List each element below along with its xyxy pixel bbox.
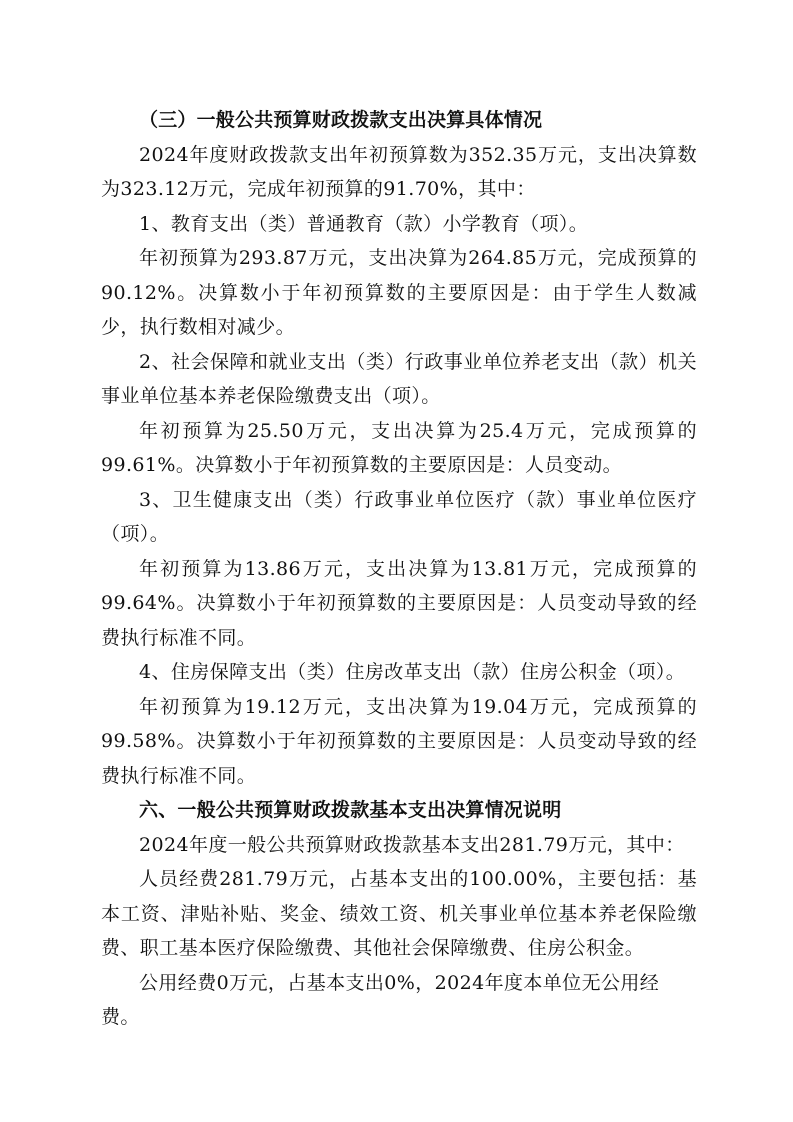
section-heading-basic-expenditure: 六、一般公共预算财政拨款基本支出决算情况说明 bbox=[139, 799, 562, 821]
section-heading-general-budget-details: （三）一般公共预算财政拨款支出决算具体情况 bbox=[139, 109, 543, 131]
item-4-title: 4、住房保障支出（类）住房改革支出（款）住房公积金（项）。 bbox=[139, 661, 686, 683]
item-3-title: 3、卫生健康支出（类）行政事业单位医疗（款）事业单位医疗（项）。 bbox=[101, 488, 697, 545]
item-1-detail: 年初预算为293.87万元，支出决算为264.85万元，完成预算的90.12%。决算数小于年初预算数的主要原因是：由于学生人数减少，执行数相对减少。 bbox=[101, 247, 697, 338]
section-intro-paragraph: 2024年度财政拨款支出年初预算数为352.35万元，支出决算数为323.12万元，完成年初预算的91.70%，其中： bbox=[101, 143, 697, 200]
public-expenses-paragraph: 公用经费0万元，占基本支出0%，2024年度本单位无公用经费。 bbox=[101, 971, 660, 1028]
personnel-expenses-paragraph: 人员经费281.79万元，占基本支出的100.00%，主要包括：基本工资、津贴补贴、奖金、绩效工资、机关事业单位基本养老保险缴费、职工基本医疗保险缴费、其他社会保障缴费、住房公积金。 bbox=[101, 868, 697, 959]
item-1-title: 1、教育支出（类）普通教育（款）小学教育（项）。 bbox=[139, 212, 589, 235]
item-4-detail: 年初预算为19.12万元，支出决算为19.04万元，完成预算的99.58%。决算数小于年初预算数的主要原因是：人员变动导致的经费执行标准不同。 bbox=[101, 695, 697, 787]
basic-expenditure-intro: 2024年度一般公共预算财政拨款基本支出281.79万元，其中： bbox=[139, 833, 685, 856]
item-2-detail: 年初预算为25.50万元，支出决算为25.4万元，完成预算的99.61%。决算数小于年初预算数的主要原因是：人员变动。 bbox=[101, 419, 697, 476]
item-3-detail: 年初预算为13.86万元，支出决算为13.81万元，完成预算的99.64%。决算数小于年初预算数的主要原因是：人员变动导致的经费执行标准不同。 bbox=[101, 557, 697, 649]
item-2-title: 2、社会保障和就业支出（类）行政事业单位养老支出（款）机关事业单位基本养老保险缴费支出（项）。 bbox=[101, 350, 697, 407]
